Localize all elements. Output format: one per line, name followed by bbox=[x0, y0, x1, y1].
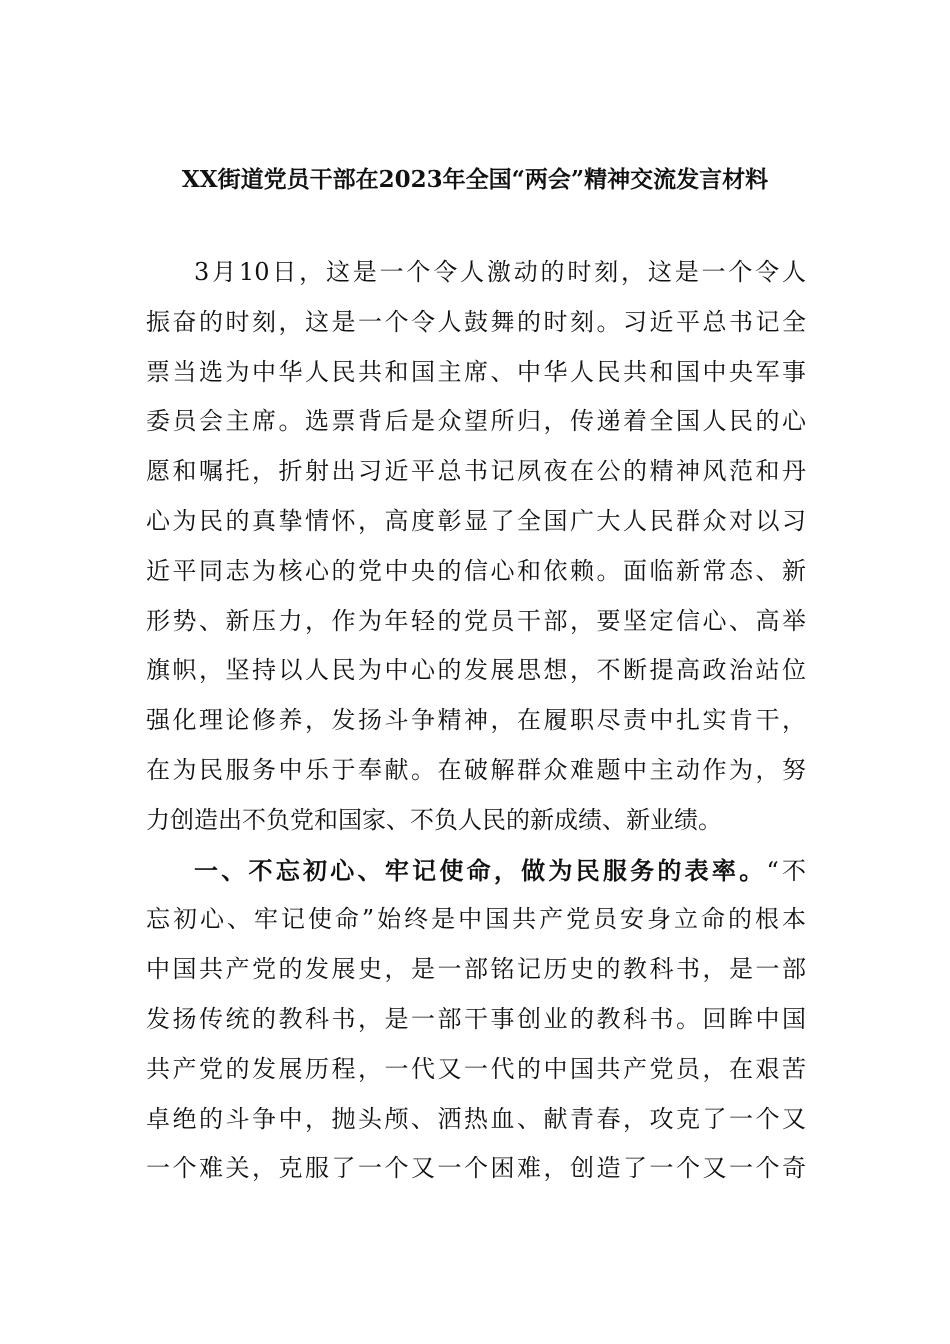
paragraph-line: 近平同志为核心的党中央的信心和依赖。面临新常态、新 bbox=[146, 556, 806, 585]
document-title: XX街道党员干部在2023年全国“两会”精神交流发言材料 bbox=[181, 166, 769, 193]
paragraph-line: 共产党的发展历程，一代又一代的中国共产党员，在艰苦 bbox=[146, 1054, 806, 1083]
section-heading-line bbox=[146, 846, 806, 896]
paragraph-line: 发扬传统的教科书，是一部干事创业的教科书。回眸中国 bbox=[146, 1004, 806, 1033]
paragraph-line: 忘初心、牢记使命”始终是中国共产党员安身立命的根本 bbox=[146, 905, 806, 934]
section-heading: 一、不忘初心、牢记使命，做为民服务的表率。 bbox=[194, 855, 767, 885]
paragraph-line: 旗帜，坚持以人民为中心的发展思想，不断提高政治站位 bbox=[146, 656, 806, 685]
paragraph-line: 强化理论修养，发扬斗争精神，在履职尽责中扎实肯干， bbox=[146, 706, 806, 735]
paragraph-line: 票当选为中华人民共和国主席、中华人民共和国中央军事 bbox=[146, 357, 806, 386]
paragraph-line: 形势、新压力，作为年轻的党员干部，要坚定信心、高举 bbox=[146, 606, 806, 635]
paragraph-line: 卓绝的斗争中，抛头颅、洒热血、献青春，攻克了一个又 bbox=[146, 1104, 806, 1133]
section-heading-tail: “不 bbox=[766, 856, 806, 885]
document-body bbox=[146, 248, 806, 1194]
paragraph-line: 愿和嘱托，折射出习近平总书记夙夜在公的精神风范和丹 bbox=[146, 457, 806, 486]
paragraph-line: 在为民服务中乐于奉献。在破解群众难题中主动作为，努 bbox=[146, 755, 806, 784]
paragraph-line: 振奋的时刻，这是一个令人鼓舞的时刻。习近平总书记全 bbox=[146, 307, 806, 336]
paragraph-line: 3月10日，这是一个令人激动的时刻，这是一个令人 bbox=[194, 258, 806, 286]
paragraph-line: 一个难关，克服了一个又一个困难，创造了一个又一个奇 bbox=[146, 1154, 806, 1183]
paragraph-line: 委员会主席。选票背后是众望所归，传递着全国人民的心 bbox=[146, 407, 806, 436]
paragraph-line: 中国共产党的发展史，是一部铭记历史的教科书，是一部 bbox=[146, 955, 806, 984]
paragraph-line: 力创造出不负党和国家、不负人民的新成绩、新业绩。 bbox=[146, 805, 722, 834]
paragraph-line: 心为民的真挚情怀，高度彰显了全国广大人民群众对以习 bbox=[146, 506, 806, 535]
